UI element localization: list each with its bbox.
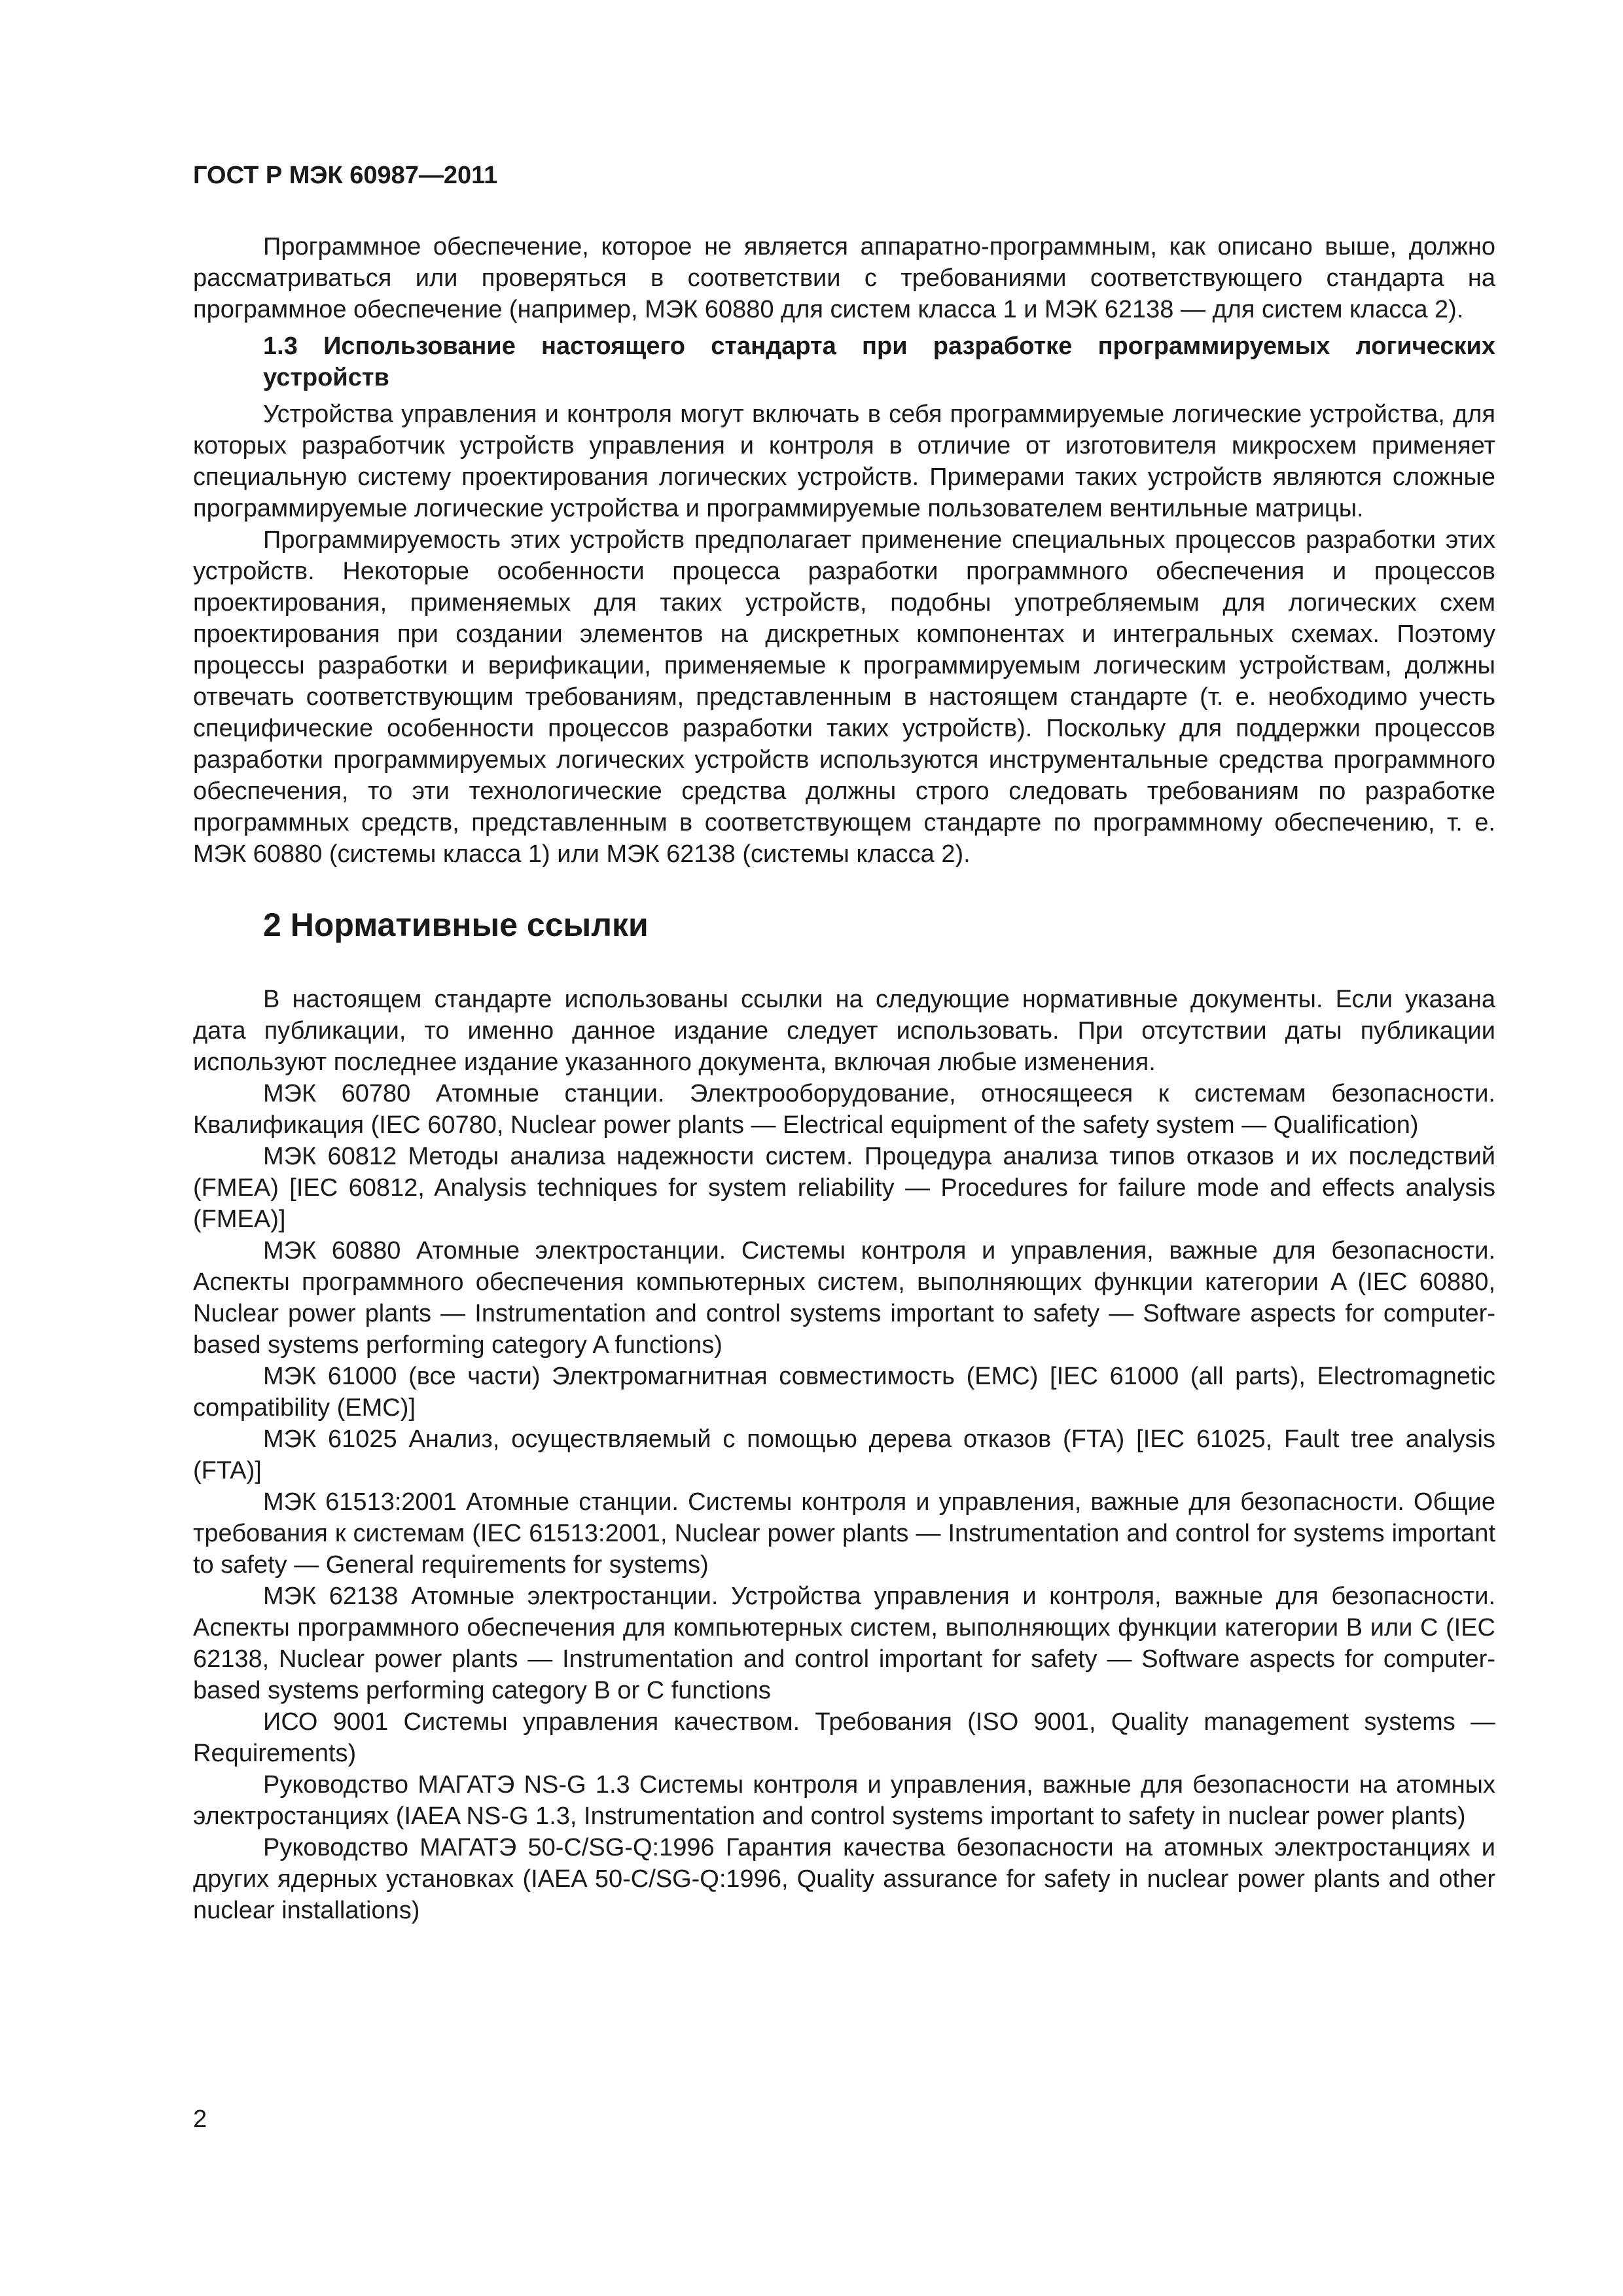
page-number: 2 (193, 2106, 207, 2133)
normative-reference: МЭК 60780 Атомные станции. Электрооборудование, относящееся к системам безопасности. Квалификация (IEC 60780, Nuclear power plants — Electrical equipment of the safety system — Qualification) (193, 1080, 1495, 1139)
normative-reference: МЭК 61025 Анализ, осуществляемый с помощью дерева отказов (FTA) [IEC 61025, Fault tree analysis (FTA)] (193, 1426, 1495, 1484)
section-1-3-heading: 1.3 Использование настоящего стандарта при разработке программируемых логических устройств (263, 332, 1495, 391)
normative-reference: МЭК 61513:2001 Атомные станции. Системы контроля и управления, важные для безопасности. Общие требования к системам (IEC 61513:2001, Nuclear power plants — Instrumentation and control for systems important to safety — General requirements for systems) (193, 1488, 1495, 1579)
normative-reference: МЭК 60812 Методы анализа надежности систем. Процедура анализа типов отказов и их последствий (FMEA) [IEC 60812, Analysis techniques for system reliability — Procedures for failure mode and effects analysis (FMEA)] (193, 1143, 1495, 1233)
normative-reference: ИСО 9001 Системы управления качеством. Требования (ISO 9001, Quality management systems — Requirements) (193, 1708, 1495, 1767)
document-header-title: ГОСТ Р МЭК 60987—2011 (193, 162, 498, 189)
normative-reference: Руководство МАГАТЭ NS-G 1.3 Системы контроля и управления, важные для безопасности на атомных электростанциях (IAEA NS-G 1.3, Instrumentation and control systems important to safety in nuclear power plants) (193, 1771, 1495, 1830)
section-2-intro: В настоящем стандарте использованы ссылки на следующие нормативные документы. Если указана дата публикации, то именно данное издание следует использовать. При отсутствии даты публикации используют последнее издание указанного документа, включая любые изменения. (193, 986, 1495, 1076)
normative-reference: МЭК 60880 Атомные электростанции. Системы контроля и управления, важные для безопасности. Аспекты программного обеспечения компьютерных систем, выполняющих функции категории A (IEC 60880, Nuclear power plants — Instrumentation and control systems important to safety — Software aspects for computer-based systems performing category A functions) (193, 1237, 1495, 1359)
intro-paragraph: Программное обеспечение, которое не является аппаратно-программным, как описано выше, должно рассматриваться или проверяться в соответствии с требованиями соответствующего стандарта на программное обеспечение (например, МЭК 60880 для систем класса 1 и МЭК 62138 — для систем класса 2). (193, 233, 1495, 323)
normative-reference: МЭК 61000 (все части) Электромагнитная совместимость (EMC) [IEC 61000 (all parts), Electromagnetic compatibility (EMC)] (193, 1363, 1495, 1422)
normative-reference: МЭК 62138 Атомные электростанции. Устройства управления и контроля, важные для безопасности. Аспекты программного обеспечения для компьютерных систем, выполняющих функции категории B или C (IEC 62138, Nuclear power plants — Instrumentation and control important for safety — Software aspects for computer-based systems performing category B or C functions (193, 1583, 1495, 1704)
document-page (193, 160, 1495, 1926)
normative-reference: Руководство МАГАТЭ 50-C/SG-Q:1996 Гарантия качества безопасности на атомных электростанциях и других ядерных установках (IAEA 50-C/SG-Q:1996, Quality assurance for safety in nuclear power plants and other nuclear installations) (193, 1834, 1495, 1924)
section-1-3-paragraph: Программируемость этих устройств предполагает применение специальных процессов разработки этих устройств. Некоторые особенности процесса разработки программного обеспечения и процессов проектирования, применяемых для таких устройств, подобны употребляемым для логических схем проектирования при создании элементов на дискретных компонентах и интегральных схемах. Поэтому процессы разработки и верификации, применяемые к программируемым логическим устройствам, должны отвечать соответствующим требованиям, представленным в настоящем стандарте (т. е. необходимо учесть специфические особенности процессов разработки таких устройств). Поскольку для поддержки процессов разработки программируемых логических устройств используются инструментальные средства программного обеспечения, то эти технологические средства должны строго следовать требованиям по разработке программных средств, представленным в соответствующем стандарте по программному обеспечению, т. е. МЭК 60880 (системы класса 1) или МЭК 62138 (системы класса 2). (193, 526, 1495, 868)
section-1-3-paragraph: Устройства управления и контроля могут включать в себя программируемые логические устройства, для которых разработчик устройств управления и контроля в отличие от изготовителя микросхем применяет специальную систему проектирования логических устройств. Примерами таких устройств являются сложные программируемые логические устройства и программируемые пользователем вентильные матрицы. (193, 401, 1495, 522)
section-2-heading: 2 Нормативные ссылки (263, 906, 649, 943)
